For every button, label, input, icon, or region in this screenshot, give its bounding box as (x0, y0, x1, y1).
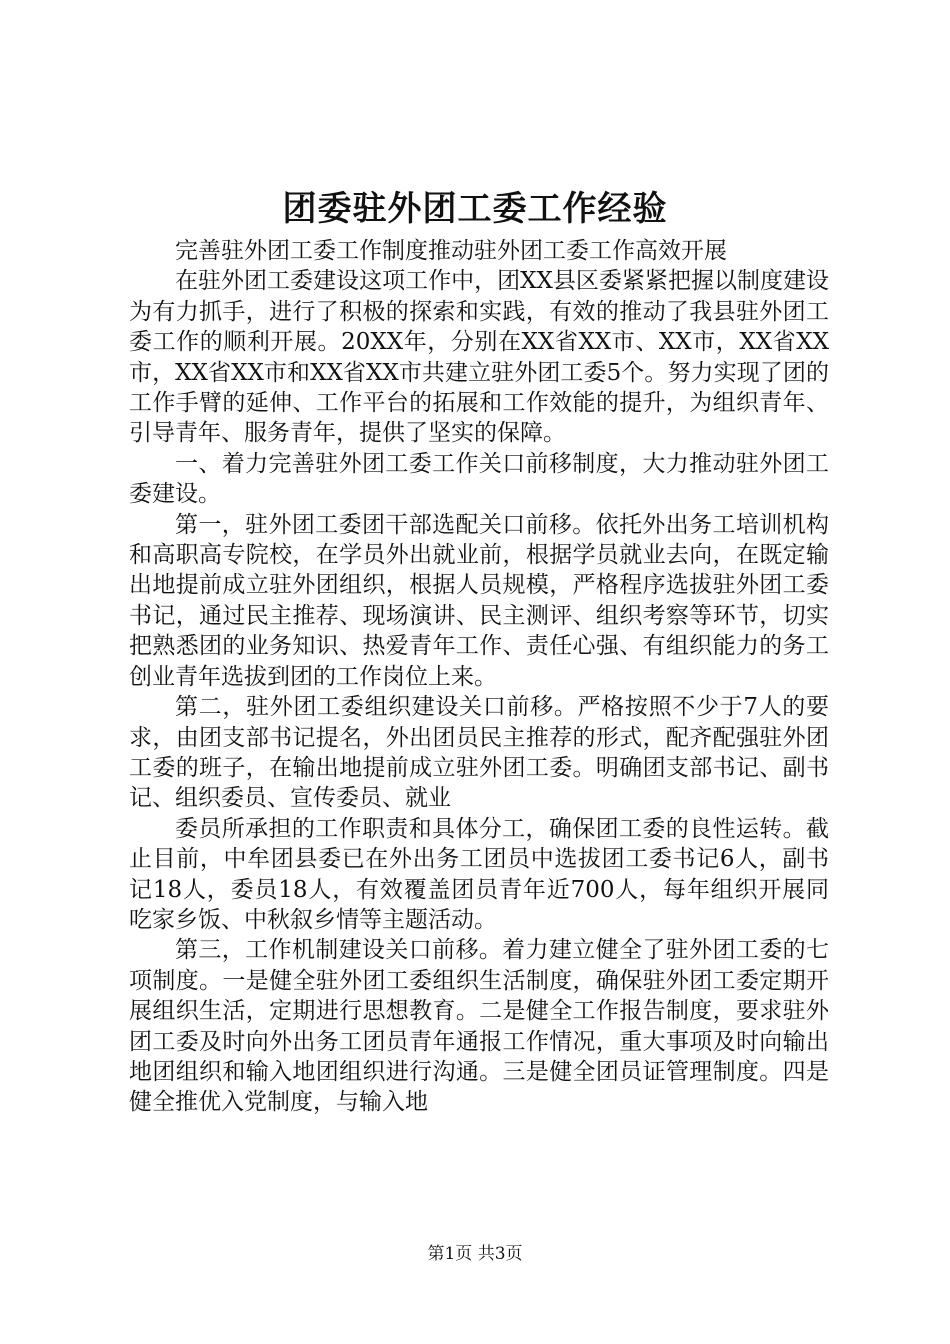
paragraph-third: 第三，工作机制建设关口前移。着力建立健全了驻外团工委的七项制度。一是健全驻外团工委组织生活制度，确保驻外团工委定期开展组织生活，定期进行思想教育。二是健全工作报告制度，要求驻外团工委及时向外出务工团员青年通报工作情况，重大事项及时向输出地团组织和输入地团组织进行沟通。三是健全团员证管理制度。四是健全推优入党制度，与输入地 (129, 937, 829, 1116)
document-title: 团委驻外团工委工作经验 (282, 189, 668, 229)
paragraph-section-heading: 一、着力完善驻外团工委工作关口前移制度，大力推动驻外团工委建设。 (129, 450, 829, 508)
paragraph-intro: 在驻外团工委建设这项工作中，团XX县区委紧紧把握以制度建设为有力抓手，进行了积极的探索和实践，有效的推动了我县驻外团工委工作的顺利开展。20XX年，分别在XX省XX市、XX市，XX省XX市，XX省XX市和XX省XX市共建立驻外团工委5个。努力实现了团的工作手臂的延伸、工作平台的拓展和工作效能的提升，为组织青年、引导青年、服务青年，提供了坚实的保障。 (129, 268, 829, 447)
paragraph-second-continued: 委员所承担的工作职责和具体分工，确保团工委的良性运转。截止目前，中牟团县委已在外出务工团员中选拔团工委书记6人，副书记18人，委员18人，有效覆盖团员青年近700人，每年组织开展同吃家乡饭、中秋叙乡情等主题活动。 (129, 815, 829, 933)
document-subtitle: 完善驻外团工委工作制度推动驻外团工委工作高效开展 (175, 238, 727, 264)
page-number-footer: 第1页 共3页 (427, 1244, 523, 1264)
paragraph-first: 第一，驻外团工委团干部选配关口前移。依托外出务工培训机构和高职高专院校，在学员外出就业前，根据学员就业去向，在既定输出地提前成立驻外团组织，根据人员规模，严格程序选拔驻外团工委书记，通过民主推荐、现场演讲、民主测评、组织考察等环节，切实把熟悉团的业务知识、热爱青年工作、责任心强、有组织能力的务工创业青年选拔到团的工作岗位上来。 (129, 511, 829, 690)
paragraph-second: 第二，驻外团工委组织建设关口前移。严格按照不少于7人的要求，由团支部书记提名，外出团员民主推荐的形式，配齐配强驻外团工委的班子，在输出地提前成立驻外团工委。明确团支部书记、副书记、组织委员、宣传委员、就业 (129, 694, 829, 812)
document-body (129, 236, 829, 1118)
